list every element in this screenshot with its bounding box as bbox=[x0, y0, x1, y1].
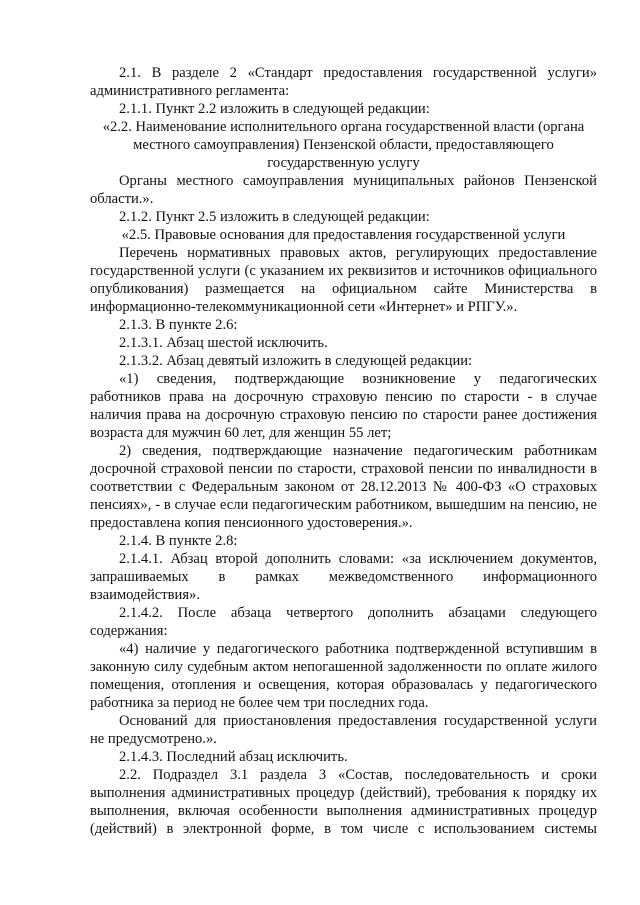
paragraph-heading: «2.2. Наименование исполнительного органа государственной власти (органа местного самоуправления) Пензенской области, предоставляющего государственную услугу bbox=[102, 119, 585, 171]
paragraph: «4) наличие у педагогического работника подтвержденной вступившим в законную силу судебным актом непогашенной задолженности по оплате жилого помещения, отопления и освещения, которая образовалась у педагогического работника за период не более чем три последних года. bbox=[90, 641, 597, 711]
paragraph: Органы местного самоуправления муниципальных районов Пензенской области.». bbox=[90, 173, 597, 207]
paragraph: 2.2. Подраздел 3.1 раздела 3 «Состав, последовательность и сроки выполнения административных процедур (действий), требования к порядку их выполнения, включая особенности выполнения административных процедур (действий) в электронной форме, в том числе с использованием системы bbox=[90, 767, 597, 837]
paragraph: 2.1.4.2. После абзаца четвертого дополнить абзацами следующего содержания: bbox=[90, 605, 597, 639]
paragraph: 2.1.4.3. Последний абзац исключить. bbox=[119, 749, 348, 765]
paragraph: 2.1.1. Пункт 2.2 изложить в следующей редакции: bbox=[119, 101, 430, 117]
paragraph-heading: «2.5. Правовые основания для предоставления государственной услуги bbox=[121, 227, 566, 243]
paragraph: 2.1.2. Пункт 2.5 изложить в следующей редакции: bbox=[119, 209, 430, 225]
paragraph: «1) сведения, подтверждающие возникновение у педагогических работников права на досрочную страховую пенсию по старости - в случае наличия права на досрочную страховую пенсию по старости ранее достижения возраста для мужчин 60 лет, для женщин 55 лет; bbox=[90, 371, 597, 441]
document-body bbox=[90, 64, 597, 838]
paragraph: 2.1.3. В пункте 2.6: bbox=[119, 317, 238, 333]
paragraph: 2.1.3.2. Абзац девятый изложить в следующей редакции: bbox=[119, 353, 473, 369]
paragraph: 2.1.4.1. Абзац второй дополнить словами: «за исключением документов, запрашиваемых в рамках межведомственного информационного взаимодействия». bbox=[90, 551, 597, 603]
paragraph: 2) сведения, подтверждающие назначение педагогическим работникам досрочной страховой пенсии по старости, страховой пенсии по инвалидности в соответствии с Федеральным законом от 28.12.2013 № 400-ФЗ «О страховых пенсиях», - в случае если педагогическим работником, вышедшим на пенсию, не предоставлена копия пенсионного удостоверения.». bbox=[90, 443, 597, 531]
paragraph: 2.1.4. В пункте 2.8: bbox=[119, 533, 238, 549]
paragraph: Оснований для приостановления предоставления государственной услуги не предусмотрено.». bbox=[90, 713, 597, 747]
paragraph: 2.1. В разделе 2 «Стандарт предоставления государственной услуги» административного регламента: bbox=[90, 65, 597, 99]
paragraph: Перечень нормативных правовых актов, регулирующих предоставление государственной услуги (с указанием их реквизитов и источников официального опубликования) размещается на официальном сайте Министерства в информационно-телекоммуникационной сети «Интернет» и РПГУ.». bbox=[90, 245, 597, 315]
paragraph: 2.1.3.1. Абзац шестой исключить. bbox=[119, 335, 328, 351]
